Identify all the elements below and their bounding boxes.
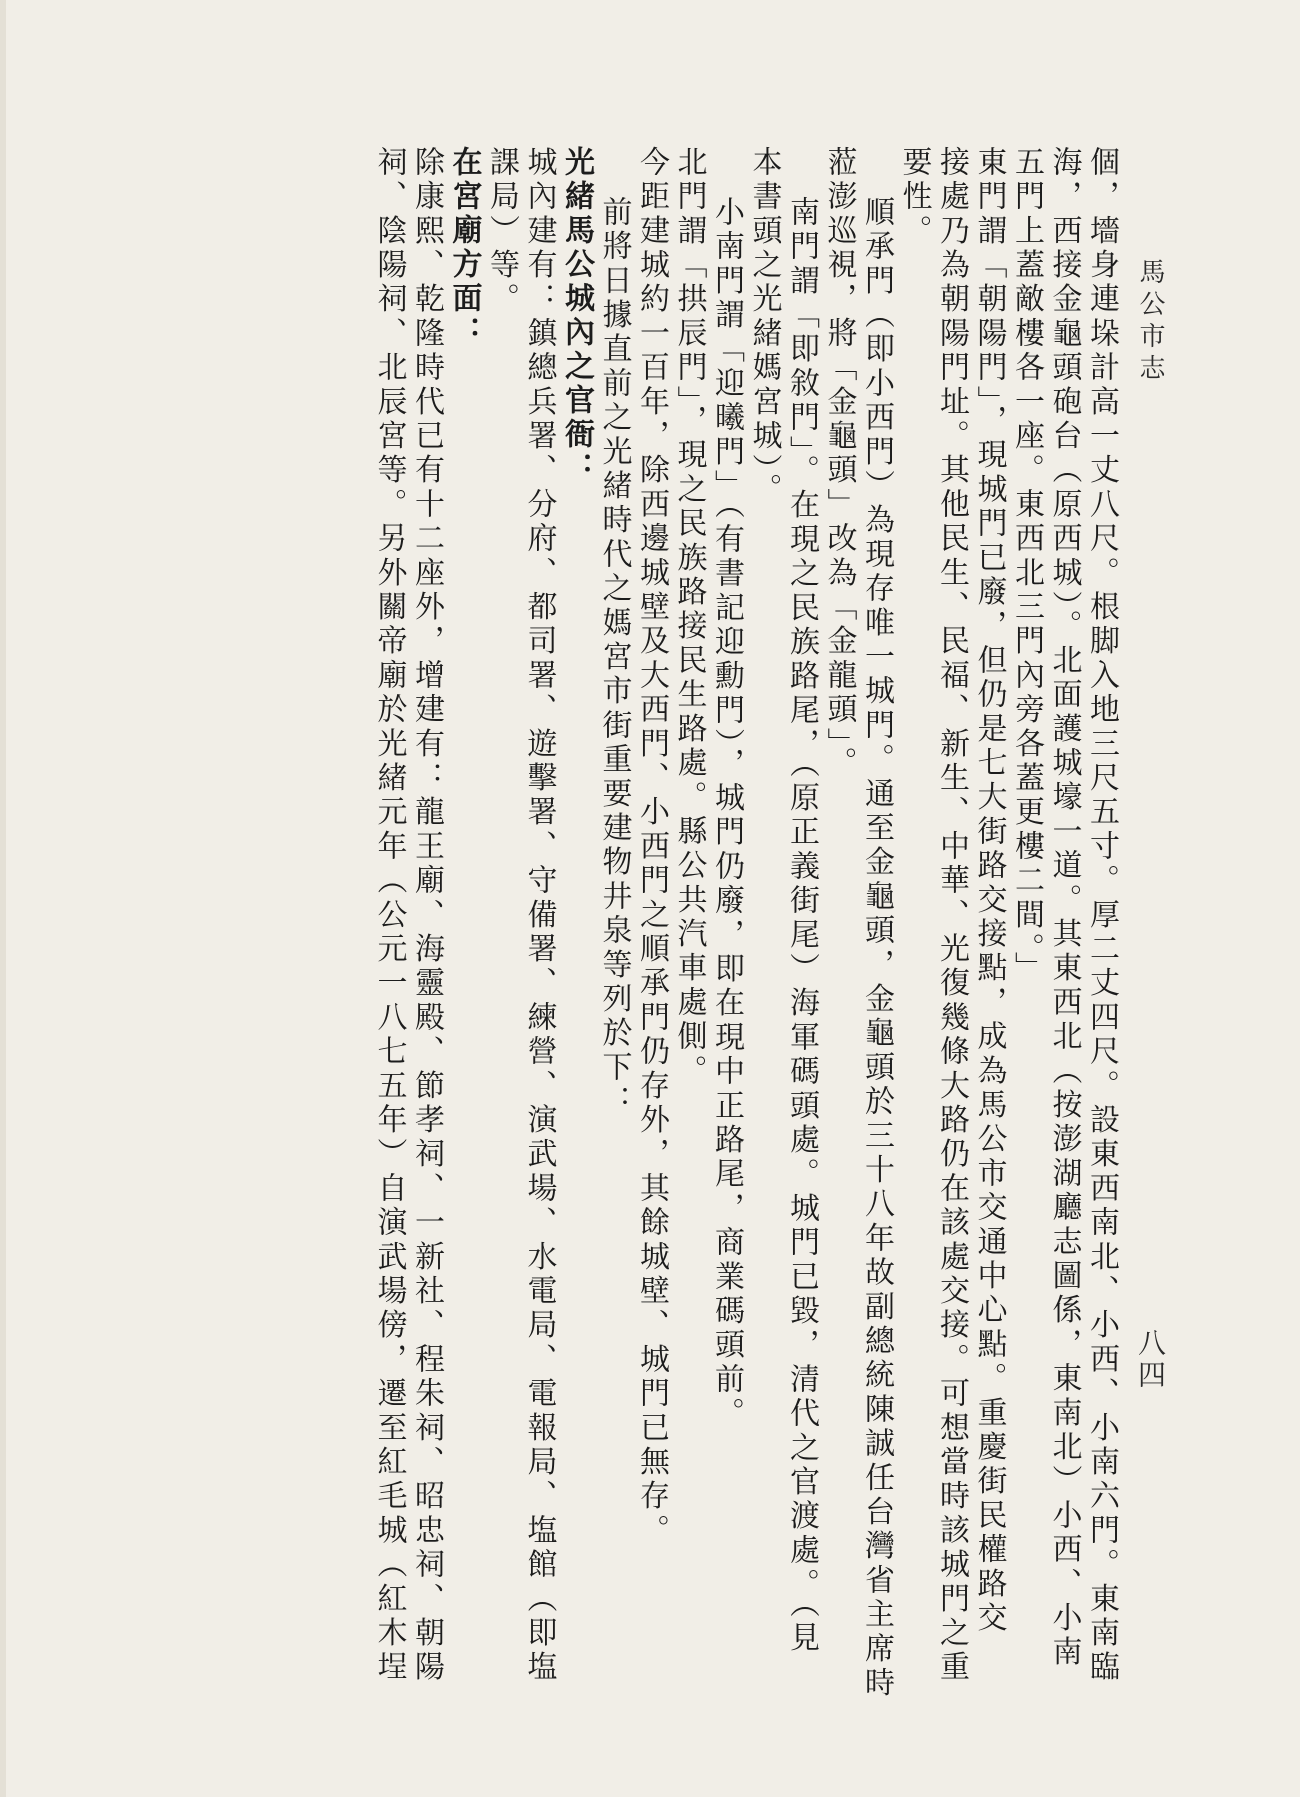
- text-line: 要性。: [896, 146, 932, 249]
- text-line: 五門上蓋敵樓各一座。東西北三門內旁各蓋更樓二間。」: [1009, 146, 1044, 986]
- text-line: 北門謂「拱辰門」，現之民族路接民生路處。縣公共汽車處側。: [671, 146, 707, 1089]
- text-line: 南門謂「即敘門」。在現之民族路尾，（原正義街尾）海軍碼頭處。城門已毀，清代之官渡處。（見: [784, 196, 819, 1656]
- text-line: 接處乃為朝陽門址。其他民生、民福、新生、中華、光復幾條大路仍在該處交接。可想當時該城門之重: [934, 146, 969, 1685]
- text-line: 小南門謂「迎曦門」（有書記迎勳門），城門仍廢，即在現中正路尾，商業碼頭前。: [709, 196, 744, 1432]
- page-edge-shadow: [0, 0, 6, 1797]
- vertical-text-body: [370, 146, 1120, 1706]
- text-line: 東門謂「朝陽門」，現城門已廢，但仍是七大街路交接點，成為馬公市交通中心點。重慶街民權路交: [971, 146, 1007, 1636]
- text-line: 本書頭之光緒媽宮城）。: [746, 146, 782, 508]
- text-line: 除康熙、乾隆時代已有十二座外，增建有：龍王廟、海靈殿、節孝祠、一新社、程朱祠、昭忠祠、朝陽: [409, 146, 444, 1685]
- running-header-title: 馬公市志: [1135, 258, 1165, 386]
- text-line: 城內建有：鎮總兵署、分府、都司署、遊擊署、守備署、練營、演武場、水電局、電報局、塩館（即塩: [521, 146, 557, 1685]
- section-heading-temples: 在宮廟方面：: [446, 146, 482, 350]
- text-line: 今距建城約一百年，除西邊城壁及大西門、小西門之順承門仍存外，其餘城壁、城門已無存。: [634, 146, 669, 1549]
- text-line: 個，墻身連垛計高一丈八尺。根脚入地三尺五寸。厚二丈四尺。設東西南北、小西、小南六門。東南臨: [1084, 146, 1119, 1685]
- text-line: 祠、陰陽祠、北辰宮等。另外關帝廟於光緒元年（公元一八七五年）自演武場傍，遷至紅毛城（紅木埕: [371, 146, 407, 1685]
- text-line: 順承門（即小西門）為現存唯一城門。通至金龜頭，金龜頭於三十八年故副總統陳誠任台灣省主席時: [859, 196, 894, 1701]
- page-number: 八四: [1134, 1328, 1167, 1392]
- section-heading-officials: 光緒馬公城內之官衙：: [559, 146, 594, 486]
- text-line: 海，西接金龜頭砲台（原西城）。北面護城壕一道。其東西北（按澎湖廳志圖係，東南北）小西、小南: [1046, 146, 1082, 1670]
- text-line: 課局）等。: [484, 146, 519, 317]
- text-line: 前將日據直前之光緒時代之媽宮市街重要建物井泉等列於下：: [596, 196, 632, 1120]
- text-line: 蒞澎巡視，將「金龜頭」改為「金龍頭」。: [821, 146, 857, 781]
